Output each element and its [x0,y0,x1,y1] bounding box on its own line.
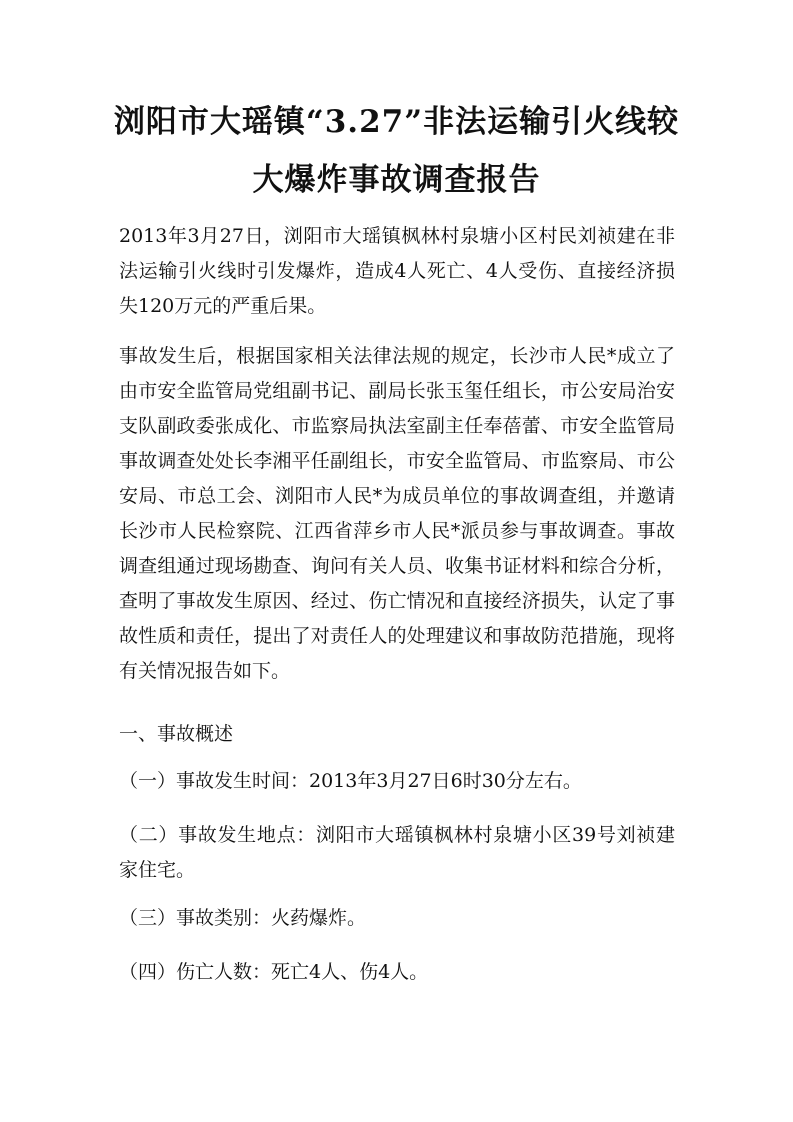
section-heading-overview: 一、事故概述 [119,723,234,745]
paragraph-investigation-team: 事故发生后，根据国家相关法律法规的规定，长沙市人民*成立了由市安全监管局党组副书记、副局长张玉玺任组长，市公安局治安支队副政委张成化、市监察局执法室副主任奉蓓蕾、市安全监管局事故调查处处长李湘平任副组长，市安全监管局、市监察局、市公安局、市总工会、浏阳市人民*为成员单位的事故调查组，并邀请长沙市人民检察院、江西省萍乡市人民*派员参与事故调查。事故调查组通过现场勘查、询问有关人员、收集书证材料和综合分析，查明了事故发生原因、经过、伤亡情况和直接经济损失，认定了事故性质和责任，提出了对责任人的处理建议和事故防范措施，现将有关情况报告如下。 [119,345,675,682]
report-title-line-1: 浏阳市大瑶镇“3.27”非法运输引火线较 [113,104,680,140]
report-title-line-2: 大爆炸事故调查报告 [252,162,541,198]
item-incident-category: （三）事故类别：火药爆炸。 [119,907,367,929]
item-incident-time: （一）事故发生时间：2013年3月27日6时30分左右。 [119,770,582,792]
item-casualties: （四）伤亡人数：死亡4人、伤4人。 [119,961,429,983]
item-incident-location: （二）事故发生地点：浏阳市大瑶镇枫林村泉塘小区39号刘祯建家住宅。 [119,824,675,881]
paragraph-incident-summary: 2013年3月27日，浏阳市大瑶镇枫林村泉塘小区村民刘祯建在非法运输引火线时引发爆炸，造成4人死亡、4人受伤、直接经济损失120万元的严重后果。 [119,225,675,317]
